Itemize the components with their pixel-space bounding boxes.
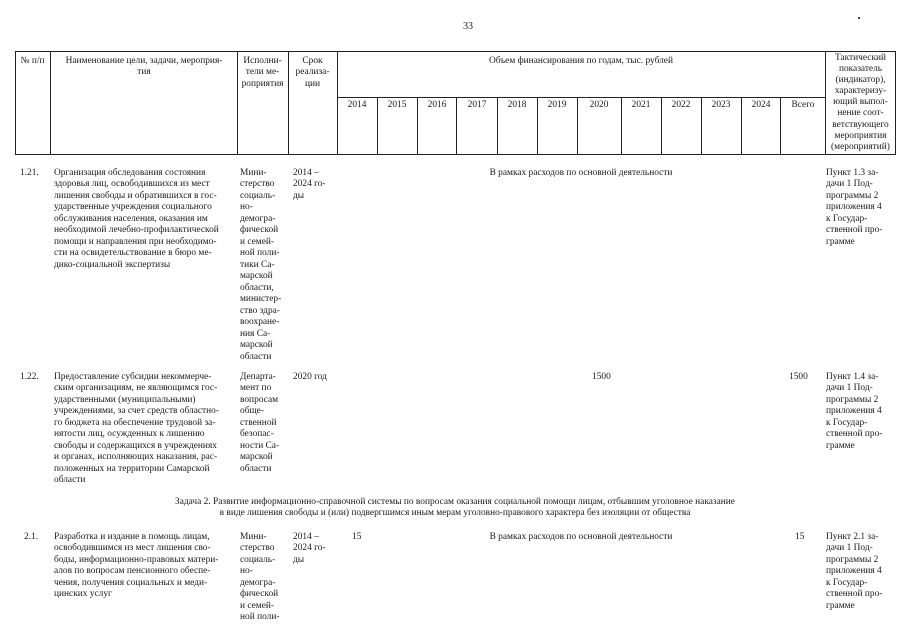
header-indicator: Тактический показатель (индикатор), характеризу- ющий выпол- нение соот- ветствующего мероприятия (мероприятий) (831, 53, 890, 152)
year-total: Всего (791, 100, 815, 110)
year-2017: 2017 (467, 100, 487, 110)
header-financing: Объем финансирования по годам, тыс. рублей (489, 56, 673, 66)
row-1-21-name: Организация обследования состояния здоровья лиц, освободившихся из мест лишения свободы и обратившихся в гос- ударственные учреждения социального обслуживания населения, оказания им необходимой лечебно-профилактической помощи и направления при необходимо- сти на освидетельствование в бюро ме- дико-социальной экспертизы (54, 168, 219, 270)
row-1-22-indicator: Пункт 1.4 за- дачи 1 Под- программы 2 приложения 4 к Государ- ственной про- грамме (826, 372, 883, 451)
row-1-22-total: 1500 (789, 372, 808, 382)
header-name: Наименование цели, задачи, мероприя- тия (65, 56, 223, 78)
row-2-1-num: 2.1. (24, 532, 39, 542)
row-1-21-executor: Мини- стерство социаль- но- демогра- фической и семей- ной поли- тики Са- марской области, министер- ство здра- воохране- ния Са- марской области (240, 168, 282, 362)
task-2-heading: Задача 2. Развитие информационно-справочной системы по вопросам оказания социальной помощи лицам, отбывшим уголовное наказание в виде лишения свободы и (или) подвергшимся иным мерам уголовно-правового характера без изоляции от общества (175, 497, 735, 519)
year-2021: 2021 (631, 100, 651, 110)
year-2014: 2014 (347, 100, 367, 110)
year-2015: 2015 (387, 100, 407, 110)
year-2022: 2022 (671, 100, 691, 110)
row-1-22-name: Предоставление субсидии некоммерче- ским организациям, не являющимся гос- ударственными (муниципальными) учреждениями, за счет средств областно- го бюджета на обеспечение трудовой за- нятости лиц, осужденных к лишению свободы и содержащихся в учреждениях и органах, исполняющих наказания, рас- положенных на территории Самарской области (54, 372, 219, 486)
row-1-22-num: 1.22. (20, 372, 39, 382)
row-2-1-value-2014: 15 (352, 532, 362, 542)
row-2-1-financing-note: В рамках расходов по основной деятельности (489, 532, 673, 542)
row-1-22-term: 2020 год (293, 372, 327, 382)
year-2024: 2024 (751, 100, 771, 110)
row-1-22-value-2020: 1500 (592, 372, 611, 382)
row-1-21-term: 2014 – 2024 го- ды (293, 168, 326, 201)
year-2020: 2020 (589, 100, 609, 110)
row-2-1-term: 2014 – 2024 го- ды (293, 532, 326, 565)
scan-speck (858, 17, 860, 19)
row-2-1-total: 15 (795, 532, 805, 542)
header-executors: Исполни- тели ме- роприятия (241, 56, 284, 89)
page-number: 33 (463, 21, 473, 32)
year-2019: 2019 (547, 100, 567, 110)
row-1-21-num: 1.21. (20, 168, 39, 178)
year-2023: 2023 (711, 100, 731, 110)
row-2-1-name: Разработка и издание в помощь лицам, освободившимся из мест лишения сво- боды, информационно-правовых матери- алов по вопросам пенсионного обеспе- чения, получения социальных и меди- цинских услуг (54, 532, 219, 600)
table-header (15, 51, 895, 155)
row-1-21-financing-note: В рамках расходов по основной деятельности (489, 168, 673, 178)
row-1-21-indicator: Пункт 1.3 за- дачи 1 Под- программы 2 приложения 4 к Государ- ственной про- грамме (826, 168, 883, 247)
row-1-22-executor: Департа- мент по вопросам обще- ственной безопас- ности Са- марской области (240, 372, 280, 474)
year-2016: 2016 (427, 100, 447, 110)
row-2-1-indicator: Пункт 2.1 за- дачи 1 Под- программы 2 приложения 4 к Государ- ственной про- грамме (826, 532, 883, 611)
row-2-1-executor: Мини- стерство социаль- но- демогра- фической и семей- ной поли- (240, 532, 280, 623)
header-term: Срок реализа- ции (295, 56, 330, 89)
year-2018: 2018 (507, 100, 527, 110)
header-num: № п/п (20, 56, 45, 66)
